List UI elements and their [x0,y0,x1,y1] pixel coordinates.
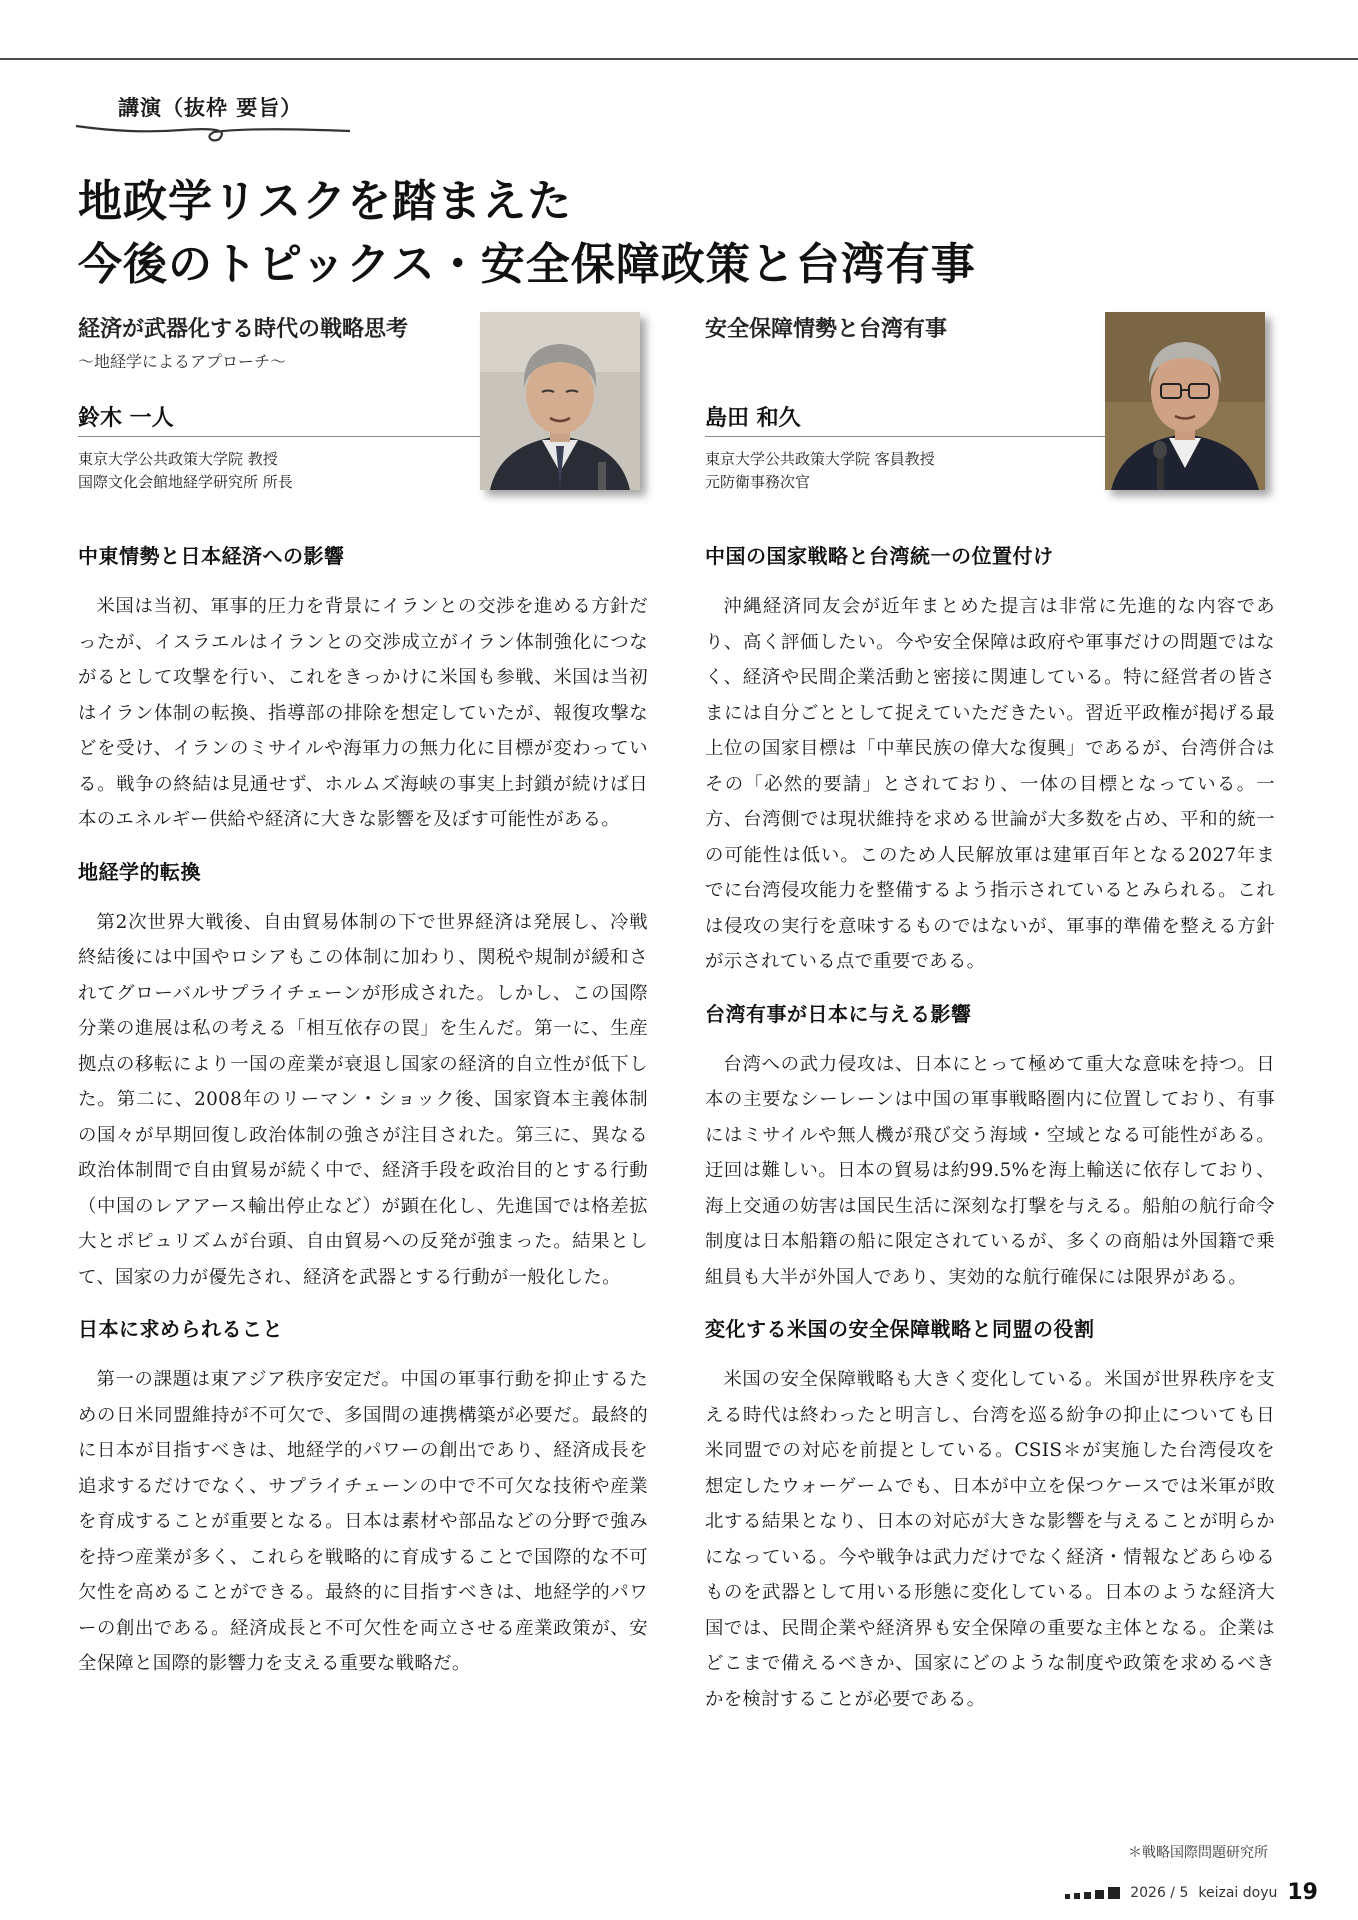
right-speaker-photo [1105,312,1265,490]
left-section-3-paragraph: 第一の課題は東アジア秩序安定だ。中国の軍事行動を抑止するための日米同盟維持が不可欠で、多国間の連携構築が必要だ。最終的に日本が目指すべきは、地経学的パワーの創出であり、経済成長を追求するだけでなく、サプライチェーンの中で不可欠な技術や産業を育成することが重要となる。日本は素材や部品などの分野で強みを持つ産業が多く、これらを戦略的に育成することで国際的な不可欠性を高めることができる。最終的に目指すべきは、地経学的パワーの創出である。経済成長と不可欠性を両立させる産業政策が、安全保障と国際的影響力を支える重要な戦略だ。 [78,1369,648,1674]
page-footer [1065,1880,1318,1905]
left-speaker-name: 鈴木 一人 [78,406,174,431]
left-talk-subtitle: ～地経学によるアプローチ～ [78,352,287,371]
footer-magazine: keizai doyu [1198,1884,1278,1901]
left-section-heading-2: 地経学的転換 [78,859,201,884]
left-section-heading-3: 日本に求められること [78,1317,283,1341]
right-column [705,540,1275,1735]
footer-issue: 2026 / 5 [1130,1884,1189,1901]
left-column [78,540,648,1700]
right-section-heading-1: 中国の国家戦略と台湾統一の位置付け [705,544,1054,568]
right-talk-title: 安全保障情勢と台湾有事 [705,317,948,342]
kicker-swoosh [72,118,352,158]
headline [78,170,976,296]
kicker-label: 講演（抜枠 要旨） [118,96,303,120]
right-section-2-paragraph: 台湾への武力侵攻は、日本にとって極めて重大な意味を持つ。日本の主要なシーレーンは中国の軍事戦略圏内に位置しており、有事にはミサイルや無人機が飛び交う海域・空域となる可能性がある。迂回は難しい。日本の貿易は約99.5%を海上輸送に依存しており、海上交通の妨害は国民生活に深刻な打撃を与える。船舶の航行命令制度は日本船籍の船に限定されているが、多くの商船は外国籍で乗組員も大半が外国人であり、実効的な航行確保には限界がある。 [705,1053,1275,1288]
footnote: ＊戦略国際問題研究所 [1128,1845,1268,1861]
right-section-1-paragraph: 沖縄経済同友会が近年まとめた提言は非常に先進的な内容であり、高く評価したい。今や安全保障は政府や軍事だけの問題ではなく、経済や民間企業活動と密接に関連している。特に経営者の皆さまには自分ごととして捉えていただきたい。習近平政権が掲げる最上位の国家目標は「中華民族の偉大な復興」であるが、台湾併合はその「必然的要請」とされており、一体の目標となっている。一方、台湾側では現状維持を求める世論が大多数を占め、平和的統一の可能性は低い。このため人民解放軍は建軍百年となる2027年までに台湾侵攻能力を整備するよう指示されているとみられる。これは侵攻の実行を意味するものではないが、軍事的準備を整える方針が示されている点で重要である。 [705,596,1275,972]
left-affiliation-line-2: 国際文化会館地経学研究所 所長 [78,473,293,491]
page-number: 19 [1287,1880,1318,1905]
headline-line-2: 今後のトピックス・安全保障政策と台湾有事 [78,239,976,290]
left-speaker-photo [480,312,640,490]
left-affiliation-line-1: 東京大学公共政策大学院 教授 [78,450,278,468]
left-speaker-rule [78,436,480,437]
right-speaker-name: 島田 和久 [705,406,801,431]
left-section-1-paragraph: 米国は当初、軍事的圧力を背景にイランとの交渉を進める方針だったが、イスラエルはイランとの交渉成立がイラン体制強化につながるとして攻撃を行い、これをきっかけに米国も参戦、米国は当初はイラン体制の転換、指導部の排除を想定していたが、報復攻撃などを受け、イランのミサイルや海軍力の無力化に目標が変わっている。戦争の終結は見通せず、ホルムズ海峡の事実上封鎖が続けば日本のエネルギー供給や経済に大きな影響を及ぼす可能性がある。 [78,596,648,830]
left-section-heading-1: 中東情勢と日本経済への影響 [78,544,345,568]
headline-line-1: 地政学リスクを踏まえた [78,176,573,227]
left-talk-title: 経済が武器化する時代の戦略思考 [78,317,409,342]
right-section-heading-3: 変化する米国の安全保障戦略と同盟の役割 [705,1317,1095,1341]
right-affiliation-line-2: 元防衛事務次官 [705,473,811,491]
right-affiliation-line-1: 東京大学公共政策大学院 客員教授 [705,450,935,468]
right-speaker-rule [705,436,1105,437]
left-section-2-paragraph: 第2次世界大戦後、自由貿易体制の下で世界経済は発展し、冷戦終結後には中国やロシアもこの体制に加わり、関税や規制が緩和されてグローバルサプライチェーンが形成された。しかし、この国際分業の進展は私の考える「相互依存の罠」を生んだ。第一に、生産拠点の移転により一国の産業が衰退し国家の経済的自立性が低下した。第二に、2008年のリーマン・ショック後、国家資本主義体制の国々が早期回復し政治体制の強さが注目された。第三に、異なる政治体制間で自由貿易が続く中で、経済手段を政治目的とする行動（中国のレアアース輸出停止など）が顕在化し、先進国では格差拡大とポピュリズムが台頭、自由貿易への反発が強まった。結果として、国家の力が優先され、経済を武器とする行動が一般化した。 [78,911,648,1288]
footer-dots-icon [1065,1887,1120,1899]
top-rule [0,58,1358,60]
left-affiliation [78,448,293,494]
right-section-3-paragraph: 米国の安全保障戦略も大きく変化している。米国が世界秩序を支える時代は終わったと明言し、台湾を巡る紛争の抑止についても日米同盟での対応を前提としている。CSIS＊が実施した台湾侵攻を想定したウォーゲームでも、日本が中立を保つケースでは米軍が敗北する結果となり、日本の対応が大きな影響を与えることが明らかになっている。今や戦争は武力だけでなく経済・情報などあらゆるものを武器として用いる形態に変化している。日本のような経済大国では、民間企業や経済界も安全保障の重要な主体となる。企業はどこまで備えるべきか、国家にどのような制度や政策を求めるべきかを検討することが必要である。 [705,1369,1275,1710]
right-affiliation [705,448,935,494]
right-section-heading-2: 台湾有事が日本に与える影響 [705,1001,972,1026]
